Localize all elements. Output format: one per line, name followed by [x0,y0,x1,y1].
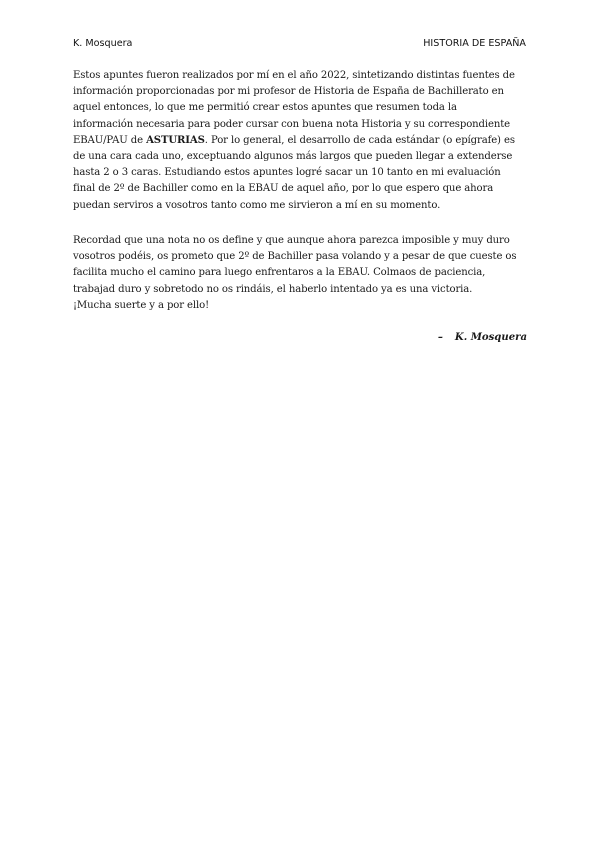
signature-dash: – [437,332,443,343]
paragraph-line: información necesaria para poder cursar con buena nota Historia y su correspondiente [73,118,511,130]
signature-name: K. Mosquera [454,332,527,343]
header-subject: HISTORIA DE ESPAÑA [423,38,526,49]
paragraph-line: Recordad que una nota no os define y que aunque ahora parezca imposible y muy duro [73,235,510,246]
paragraph-line: de una cara cada uno, exceptuando algunos más largos que pueden llegar a extenderse [73,151,513,163]
paragraph-line: final de 2º de Bachiller como en la EBAU de aquel año, por lo que espero que ahora [73,183,494,195]
paragraph-line: puedan serviros a vosotros tanto como me sirvieron a mí en su momento. [73,199,441,211]
paragraph-line: aquel entonces, lo que me permitió crear estos apuntes que resumen toda la [73,102,457,114]
paragraph-line: vosotros podéis, os prometo que 2º de Bachiller pasa volando y a pesar de que cueste os [73,251,517,263]
line-text: . Por lo general, el desarrollo de cada estándar (o epígrafe) es [204,134,515,146]
signature [438,332,527,343]
paragraph-line: hasta 2 o 3 caras. Estudiando estos apuntes logré sacar un 10 tanto en mi evaluación [73,167,501,179]
line-text: EBAU/PAU de [73,134,147,146]
region-name: ASTURIAS [146,134,205,146]
paragraph-line: Estos apuntes fueron realizados por mí en el año 2022, sintetizando distintas fuentes de [73,70,515,81]
header-author: K. Mosquera [73,38,133,49]
paragraph-line [73,133,528,149]
encouragement-paragraph [73,233,528,314]
paragraph-line: trabajad duro y sobretodo no os rindáis, el haberlo intentado ya es una victoria. [73,283,473,295]
page-header [73,38,526,49]
paragraph-line: ¡Mucha suerte y a por ello! [73,299,210,311]
paragraph-line: información proporcionadas por mi profesor de Historia de España de Bachillerato en [73,86,504,98]
paragraph-line: facilita mucho el camino para luego enfrentaros a la EBAU. Colmaos de paciencia, [73,267,486,279]
intro-paragraph [73,68,528,214]
